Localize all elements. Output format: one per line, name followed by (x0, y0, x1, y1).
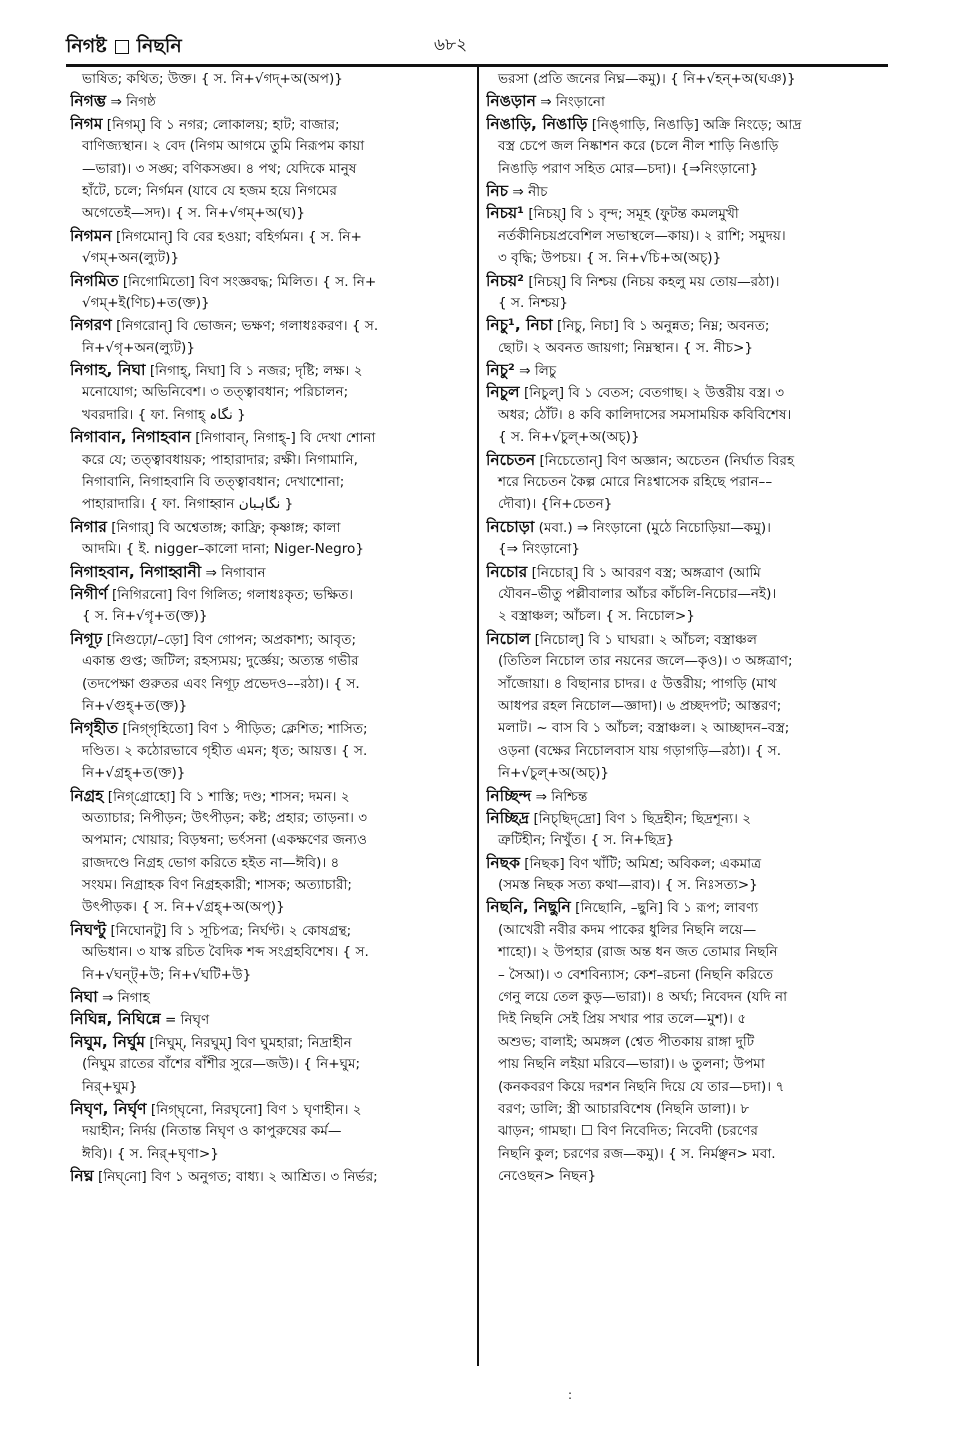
page-number: ৬৮২ (434, 35, 468, 55)
definition-text: ২ বস্ত্রাঞ্চল; আঁচল। { স. নিচোল>} (498, 608, 695, 625)
entry-line (70, 1031, 472, 1053)
entry-line (486, 807, 888, 829)
dictionary-entry (70, 516, 472, 561)
entry-line (486, 561, 888, 583)
entry-line (70, 964, 472, 986)
headword: নিচোড়া (486, 517, 535, 536)
entry-line (486, 583, 888, 605)
entry-line (70, 874, 472, 896)
definition-text: [নিচুল্] বি ১ বেতস; বেতগাছ। ২ উত্তরীয় বস্ত্র। ৩ (523, 385, 785, 402)
definition-text: করে যে; তত্ত্বাবধায়ক; পাহারাদার; রক্ষী। নিগামানি, (82, 451, 358, 468)
definition-text: (কনকবরণ কিয়ে দরশন নিছনি দিয়ে যে তার—চদা)। ৭ (498, 1078, 785, 1095)
entry-line (70, 561, 472, 583)
dictionary-entry (486, 270, 888, 315)
headword: নিচু² (486, 361, 515, 380)
definition-text: [নিচোর্] বি ১ আবরণ বস্ত্র; অঙ্গত্রাণ (আমি (531, 564, 761, 581)
entry-line (486, 986, 888, 1008)
entry-line (486, 1053, 888, 1075)
definition-text: খবরদারি। { ফা. নিগাহ্ نگاہ } (82, 406, 246, 423)
headword: নিঘৃণ, নির্ঘৃণ (70, 1099, 147, 1118)
entry-line (70, 785, 472, 807)
entry-line (486, 1165, 888, 1187)
entry-line (70, 180, 472, 202)
dictionary-entry (486, 180, 888, 202)
definition-text: দয়াহীন; নির্দয় (নিতান্ত নিঘৃণ ও কাপুরুষের কর্ম— (82, 1123, 342, 1140)
definition-text: [নিগম্] বি ১ নগর; লোকালয়; হাট; বাজার; (106, 116, 340, 133)
headword: নিঙাড়ি, নিঙাড়ি (486, 114, 588, 133)
definition-text: হাঁটে, চলে; নির্গমন (যাবে যে হজম হয়ে নিগমের (82, 182, 337, 199)
entry-line (486, 740, 888, 762)
entry-line (486, 852, 888, 874)
definition-text: অধর; ঠোঁট। ৪ কবি কালিদাসের সমসাময়িক কবিবিশেষ। (498, 406, 792, 423)
definition-text: নি+√গুহ্+ত(ক্ত)} (82, 697, 188, 714)
entry-line (486, 180, 888, 202)
entry-line (486, 1143, 888, 1165)
dictionary-entry (70, 314, 472, 359)
definition-text: শাহো)। ২ উপহার (রাজ অন্ত ধন জত তোমার নিছনি (498, 944, 778, 961)
definition-text: ⇒ নিশ্চিন্ত (535, 788, 588, 805)
entry-line (70, 807, 472, 829)
entry-line (486, 158, 888, 180)
definition-text: অভিধান। ৩ যাস্ক রচিত বৈদিক শব্দ সংগ্রহবিশেষ। { স. (82, 944, 369, 961)
headword: নিছনি, নিছুনি (486, 898, 571, 917)
dictionary-entry (70, 68, 472, 90)
headword: নিচয়¹ (486, 204, 524, 223)
definition-text: (তিতিল নিচোল তার নয়নের জলে—কৃও)। ৩ অঙ্গত্রাণ; (498, 653, 793, 670)
entry-line (486, 941, 888, 963)
entry-line (70, 829, 472, 851)
guide-first-word: নিগষ্ট (66, 35, 107, 57)
entry-line (486, 762, 888, 784)
definition-text: একান্ত গুপ্ত; জটিল; রহস্যময়; দুর্জ্ঞেয়; অত্যন্ত গভীর (82, 653, 359, 670)
definition-text: ঈবি)। { স. নির্+ঘৃণা>} (82, 1145, 219, 1162)
entry-line (486, 896, 888, 918)
entry-line (70, 762, 472, 784)
definition-text: পাহারাদারি। { ফা. নিগাহ্বান نگاہبان } (82, 496, 294, 513)
dictionary-entry (486, 516, 888, 561)
square-separator-icon (115, 40, 129, 54)
definition-text: সংযম। নিগ্রাহক বিণ নিগ্রহকারী; শাসক; অত্যাচারী; (82, 877, 352, 894)
headword: নিচোর (486, 562, 528, 581)
definition-text: নি+√গৃ+অন(ল্যুট)} (82, 339, 195, 356)
entry-line (486, 113, 888, 135)
definition-text: [নিচয়্] বি ১ বৃন্দ; সমূহ (ফুটন্ত কমলমুখী (528, 206, 739, 223)
entry-line (486, 785, 888, 807)
dictionary-entry (70, 785, 472, 919)
definition-text: বরণ; ডালি; স্ত্রী আচারবিশেষ (নিছনি ডালা)। ৮ (498, 1100, 750, 1117)
definition-text: নিছনি কুল; চরণের রজ—কমু)। { স. নির্মঞ্ছন> মবা. (498, 1145, 776, 1162)
definition-text: ⇒ লিচু (519, 363, 557, 380)
entry-line (486, 381, 888, 403)
entry-line (70, 426, 472, 448)
definition-text: { স. নিশ্চয়} (498, 294, 569, 311)
dictionary-entry (70, 1031, 472, 1098)
definition-text: (আখেরী নবীর কদম পাকের ধুলির নিছনি লয়ে— (498, 921, 757, 938)
dictionary-entry (70, 628, 472, 718)
dictionary-entry (70, 561, 472, 583)
definition-text: ⇒ নিগাবান (205, 564, 266, 581)
definition-text: নেওেছন> নিছন} (498, 1168, 597, 1185)
definition-text: অগেতেই—সদ)। { স. নি+√গম্+অ(ঘ)} (82, 205, 305, 222)
headword: নিঘা (70, 988, 98, 1007)
entry-line (486, 426, 888, 448)
entry-line (70, 113, 472, 135)
definition-text: বাণিজ্যস্থান। ২ বেদ (নিগম আগমে তুমি নিরূপম কায়া (82, 138, 365, 155)
headword: নিঘণ্টু (70, 920, 107, 939)
running-header (66, 28, 886, 62)
dictionary-entry (70, 583, 472, 628)
entry-line (486, 270, 888, 292)
entry-line (70, 1120, 472, 1142)
entry-line (70, 381, 472, 403)
entry-line (486, 225, 888, 247)
definition-text: বস্ত্র চেপে জল নিষ্কাশন করে (চলে নীল শাড়ি নিঙাড়ি (498, 138, 779, 155)
dictionary-entry (70, 90, 472, 112)
entry-line (486, 516, 888, 538)
headword: নিগীর্ণ (70, 584, 108, 603)
dictionary-entry (70, 717, 472, 784)
entry-line (70, 740, 472, 762)
right-column (486, 68, 888, 1188)
definition-text: { স. নি+√চুল্+অ(অচ্)} (498, 429, 640, 446)
entry-line (486, 605, 888, 627)
entry-line (486, 404, 888, 426)
definition-text: [নিগোমিতো] বিণ সংজ্ঞবদ্ধ; মিলিত। { স. নি+ (122, 273, 377, 290)
entry-line (70, 202, 472, 224)
entry-line (486, 1031, 888, 1053)
guide-words (66, 32, 182, 64)
dictionary-entry (486, 896, 888, 1187)
definition-text: [নিগাহ্, নিঘা] বি ১ নজর; দৃষ্টি; লক্ষ। ২ (149, 363, 363, 380)
definition-text: অত্যাচার; নিপীড়ন; উৎপীড়ন; কষ্ট; প্রহার; তাড়না। ৩ (82, 809, 368, 826)
entry-line (486, 650, 888, 672)
entry-line (70, 247, 472, 269)
definition-text: ওড়না (বক্ষের নিচোলবাস যায় গড়াগড়ি—রঠা)। { স. (498, 742, 782, 759)
definition-text: আদমি। { ই. nigger–কালো দানা; Niger-Negro} (82, 541, 365, 558)
entry-line (486, 90, 888, 112)
definition-text: [নিচ্‌ছিদ্‌দ্রো] বিণ ১ ছিদ্রহীন; ছিদ্রশূন্য। ২ (533, 810, 752, 827)
headword: নিগাহ, নিঘা (70, 361, 146, 380)
entry-line (70, 650, 472, 672)
entry-line (486, 135, 888, 157)
entry-line (486, 964, 888, 986)
entry-line (70, 583, 472, 605)
dictionary-entry (486, 852, 888, 897)
entry-line (70, 605, 472, 627)
entry-line (486, 1076, 888, 1098)
entry-line (70, 941, 472, 963)
entry-line (70, 852, 472, 874)
dictionary-entry (70, 1098, 472, 1165)
entry-line (70, 1165, 472, 1187)
definition-text: নির্+ঘুম} (82, 1078, 138, 1095)
entry-line (70, 717, 472, 739)
definition-text: [নিছক] বিণ খাঁটি; অমিশ্র; অবিকল; একমাত্র (524, 855, 762, 872)
headword: নিচোল (486, 629, 531, 648)
entry-line (70, 449, 472, 471)
guide-last-word: নিছনি (136, 35, 182, 57)
dictionary-entry (70, 225, 472, 270)
entry-line (70, 90, 472, 112)
entry-line (70, 1098, 472, 1120)
dictionary-entry (70, 1008, 472, 1030)
dictionary-entry (486, 449, 888, 516)
entry-line (486, 717, 888, 739)
headword: নিচুল (486, 383, 520, 402)
definition-text: [নিগ্‌গৃহিতো] বিণ ১ পীড়িত; ক্লেশিত; শাসিত; (122, 721, 368, 738)
definition-text: [নিচেতোন্] বিণ অজ্ঞান; অচেতন (নির্ঘাত বিরহ (539, 452, 795, 469)
headword: নিচু¹, নিচা (486, 316, 553, 335)
definition-text: [নিগিরনো] বিণ গিলিত; গলাধঃকৃত; ভক্ষিত। (111, 586, 354, 603)
entry-line (486, 1098, 888, 1120)
entry-line (486, 359, 888, 381)
entry-line (70, 225, 472, 247)
dictionary-entry (486, 381, 888, 448)
definition-text: সাঁজোয়া। ৪ বিছানার চাদর। ৫ উত্তরীয়; পাগড়ি (মাথ (498, 675, 777, 692)
headword: নিঘ্ন (70, 1167, 94, 1186)
definition-text: [নিগাবান্, নিগাহ্-] বি দেখা শোনা (195, 430, 376, 447)
definition-text: [নিঙ্‌গাড়ি, নিঙাড়ি] অক্রি নিংড়ে; আদ্র (591, 116, 802, 133)
definition-text: [নিঘোনটু] বি ১ সূচিপত্র; নির্ঘণ্ট। ২ কোষগ্রন্থ; (110, 922, 352, 939)
definition-text: [নিঘুম্, নিরঘুম্] বিণ ঘুমহারা; নিদ্রাহীন (149, 1034, 352, 1051)
entry-line (70, 493, 472, 515)
headword: নিগাবান, নিগাহবান (70, 428, 191, 447)
definition-text: পায় নিছনি লইয়া মরিবে—ভারা)। ৬ তুলনা; উপমা (498, 1056, 765, 1073)
definition-text: √গম্+অন(ল্যুট)} (82, 250, 180, 267)
definition-text: [নিগার্] বি অশ্বেতাঙ্গ; কাফ্রি; কৃষ্ণাঙ্গ; কালা (111, 519, 341, 536)
definition-text: ঝাড়ন; গামছা। ☐ বিণ নিবেদিত; নিবেদী (চরণের (498, 1123, 759, 1140)
entry-line (486, 292, 888, 314)
entry-line (70, 337, 472, 359)
definition-text: দণ্ডিত। ২ কঠোরভাবে গৃহীত এমন; ধৃত; আয়ত্ত। { স. (82, 742, 368, 759)
definition-text: নি+√গ্রহ্+ত(ক্ত)} (82, 765, 186, 782)
entry-line (486, 673, 888, 695)
entry-line (70, 1076, 472, 1098)
entry-line (486, 628, 888, 650)
dictionary-entry (486, 561, 888, 628)
dictionary-entry (486, 90, 888, 112)
entry-line (70, 516, 472, 538)
dictionary-entry (70, 270, 472, 315)
dictionary-entry (70, 426, 472, 516)
headword: নিচ (486, 181, 509, 200)
definition-text: অশুভ; বালাই; অমঙ্গল (শ্বেত পীতকায় রাঙ্গা দুটি (498, 1033, 755, 1050)
headword: নিগাহবান, নিগাহ্বানী (70, 562, 202, 581)
entry-line (70, 1053, 472, 1075)
definition-text: মনোযোগ; অভিনিবেশ। ৩ তত্ত্বাবধান; পরিচালন; (82, 384, 349, 401)
headword: নিগমিত (70, 271, 119, 290)
definition-text: ছোট। ২ অবনত জায়গা; নিম্নস্থান। { স. নীচ>} (498, 339, 754, 356)
definition-text: [নিগ্‌ঘৃনো, নিরঘৃনো] বিণ ১ ঘৃণাহীন। ২ (150, 1101, 362, 1118)
definition-text: ভরসা (প্রতি জনের নিঘ্ন—কমু)। { নি+√হন্+অ(ঘঞ)} (498, 71, 796, 87)
headword: নিঙড়ান (486, 92, 536, 111)
dictionary-entry (486, 785, 888, 807)
headword: নিগূঢ় (70, 629, 103, 648)
definition-text: —ভারা)। ৩ সঙ্ঘ; বণিকসঙ্ঘ। ৪ পথ; যেদিকে মানুষ (82, 160, 357, 177)
definition-text: শরে নিচেতন কৈল্প মোরে নিঃশ্বাসেক রহিছে পরান–– (498, 474, 773, 491)
entry-line (486, 68, 888, 90)
entry-line (70, 673, 472, 695)
definition-text: (মবা.) ⇒ নিংড়ানো (মুঠে নিচোড়িয়া—কমু)। (538, 519, 772, 536)
entry-line (70, 68, 472, 90)
left-column (70, 68, 472, 1188)
definition-text: নর্তকীনিচয়প্রবেশিল সভাস্থলে—কায়)। ২ রাশি; সমুদয়। (498, 227, 786, 244)
headword: নিঘুম, নির্ঘুম (70, 1032, 146, 1051)
entry-line (70, 919, 472, 941)
definition-text: (সমস্ত নিছক সত্য কথা—রাব)। { স. নিঃসত্য>} (498, 877, 758, 894)
entry-line (70, 1143, 472, 1165)
headword: নিচেতন (486, 450, 536, 469)
entry-line (486, 1008, 888, 1030)
dictionary-entry (486, 359, 888, 381)
definition-text: [নিচোল্] বি ১ ঘাঘরা। ২ আঁচল; বস্ত্রাঞ্চল (534, 631, 757, 648)
definition-text: ⇒ নীচ (512, 183, 548, 200)
entry-line (486, 919, 888, 941)
definition-text: (নিঘুম রাতের বাঁশের বাঁশীর সুরে—জউ)। { নি+ঘুম; (82, 1056, 361, 1073)
dictionary-entry (486, 202, 888, 269)
entry-line (70, 404, 472, 426)
definition-text: ⇒ নিংড়ানো (540, 94, 605, 111)
headword: নিগ্রহ (70, 786, 104, 805)
definition-text: [নিগ্‌গ্রোহো] বি ১ শাস্তি; দণ্ড; শাসন; দমন। ২ (107, 788, 350, 805)
definition-text: {⇒ নিংড়ানো} (498, 541, 581, 558)
definition-text: ত্রুটিহীন; নিখুঁত। { স. নি+ছিদ্র} (498, 832, 675, 849)
definition-text: [নিগমোন্] বি বের হওয়া; বহির্গমন। { স. নি+ (116, 228, 362, 245)
headword: নিচ্ছিন্দ (486, 786, 532, 805)
definition-text: ৩ বৃদ্ধি; উপচয়। { স. নি+√চি+অ(অচ্)} (498, 250, 722, 267)
definition-text: [নিচু, নিচা] বি ১ অনুন্নত; নিম্ন; অবনত; (557, 318, 770, 335)
entry-line (70, 471, 472, 493)
entry-line (486, 449, 888, 471)
entry-line (486, 337, 888, 359)
dictionary-entry (70, 986, 472, 1008)
definition-text: (তদপেক্ষা গুরুতর এবং নিগূঢ় প্রভেদও––রঠা)। { স. (82, 675, 360, 692)
headword: নিগৃহীত (70, 719, 119, 738)
print-mark: : (568, 1388, 573, 1402)
definition-text: নি+√ঘন্ট্+উ; নি+√ঘটি+উ} (82, 966, 252, 983)
definition-text: [নিছোনি, –ছুনি] বি ১ রূপ; লাবণ্য (575, 900, 759, 917)
entry-line (70, 1008, 472, 1030)
entry-line (70, 896, 472, 918)
definition-text: = নিঘৃণ (164, 1012, 210, 1029)
definition-text: নিগাবানি, নিগাহবানি বি তত্ত্বাবধান; দেখাশোনা; (82, 474, 345, 491)
dictionary-entry (70, 113, 472, 225)
entry-line (70, 538, 472, 560)
entry-line (70, 270, 472, 292)
column-divider (477, 66, 479, 1366)
entry-line (70, 158, 472, 180)
entry-line (486, 314, 888, 336)
definition-text: √গম্+ই(ণিচ)+ত(ক্ত)} (82, 294, 210, 311)
definition-text: আধপর রহল নিচোল—জ্ঞাদা)। ৬ প্রচ্ছদপট; আস্তরণ; (498, 697, 782, 714)
entry-line (70, 135, 472, 157)
dictionary-entry (486, 68, 888, 90)
definition-text: ⇒ নিগষ্ঠ (110, 94, 156, 111)
definition-text: অপমান; খোয়ার; বিড়ম্বনা; ভর্ৎসনা (একক্ষণের জন্যও (82, 832, 367, 849)
definition-text: [নিগরোন্] বি ভোজন; ভক্ষণ; গলাধঃকরণ। { স. (116, 318, 379, 335)
entry-line (70, 292, 472, 314)
entry-line (486, 202, 888, 224)
definition-text: মলাট। ~ বাস বি ১ আঁচল; বস্ত্রাঞ্চল। ২ আচ্ছাদন–বস্ত্র; (498, 720, 790, 737)
definition-text: নিঙাড়ি পরাণ সহিত মোর—চদা)। {⇒নিংড়ানো} (498, 160, 759, 177)
definition-text: নি+√চুল্+অ(অচ্)} (498, 765, 610, 782)
dictionary-entry (486, 628, 888, 785)
entry-line (486, 695, 888, 717)
entry-line (70, 695, 472, 717)
headword: নিগমন (70, 226, 112, 245)
headword: নিগার (70, 517, 107, 536)
entry-line (70, 359, 472, 381)
definition-text: যৌবন–ভীতু পল্লীবালার আঁচর কাঁচলি-নিচোর—নই)। (498, 585, 777, 602)
headword: নিগম্ভ (70, 92, 107, 111)
entry-line (486, 247, 888, 269)
definition-text: ভাষিত; কথিত; উক্ত। { স. নি+√গদ্+অ(অপ)} (82, 71, 343, 87)
entry-line (486, 829, 888, 851)
headword: নিগরণ (70, 316, 112, 335)
dictionary-entry (70, 359, 472, 426)
dictionary-entry (486, 807, 888, 852)
definition-text: [নিগুঢ়ো/–ড়ো] বিণ গোপন; অপ্রকাশ্য; আবৃত; (106, 631, 357, 648)
dictionary-entry (486, 113, 888, 180)
headword: নিঘিন্ন, নিঘিন্নে (70, 1010, 161, 1029)
entry-line (486, 493, 888, 515)
headword: নিগম (70, 114, 103, 133)
definition-text: ⇒ নিগাহ (102, 990, 150, 1007)
entry-line (486, 538, 888, 560)
definition-text: দিই নিছনি সেই প্রিয় সখার পার তলে—মুশ)। ৫ (498, 1011, 747, 1028)
definition-text: – সৈআ)। ৩ বেশবিন্যাস; কেশ–রচনা (নিছনি করিতে (498, 966, 774, 983)
definition-text: উৎপীড়ক। { স. নি+√গ্রহ্+অ(অপ্)} (82, 899, 285, 916)
dictionary-entry (486, 314, 888, 359)
headword: নিচয়² (486, 271, 524, 290)
definition-text: গেনু লয়ে তেল কুড়—ভারা)। ৪ অর্ঘ্য; নিবেদন (যদি না (498, 989, 788, 1006)
definition-text: রাজদণ্ডে নিগ্রহ ভোগ করিতে হইত না—ঈবি)। ৪ (82, 854, 340, 871)
entry-line (70, 986, 472, 1008)
entry-line (486, 1120, 888, 1142)
definition-text: দৌবা)। {নি+চেতন} (498, 496, 613, 513)
dictionary-entry (70, 919, 472, 986)
headword: নিছক (486, 853, 520, 872)
dictionary-entry (70, 1165, 472, 1187)
entry-line (70, 314, 472, 336)
entry-line (70, 628, 472, 650)
definition-text: [নিঘ্‌নো] বিণ ১ অনুগত; বাধ্য। ২ আশ্রিত। ৩ নির্ভর; (98, 1169, 378, 1186)
definition-text: [নিচয়্] বি নিশ্চয় (নিচয় কহলু ময় তোয়—রঠা)। (528, 273, 780, 290)
entry-line (486, 874, 888, 896)
headword: নিচ্ছিদ্র (486, 808, 530, 827)
definition-text: { স. নি+√গৄ+ত(ক্ত)} (82, 608, 208, 625)
entry-line (486, 471, 888, 493)
